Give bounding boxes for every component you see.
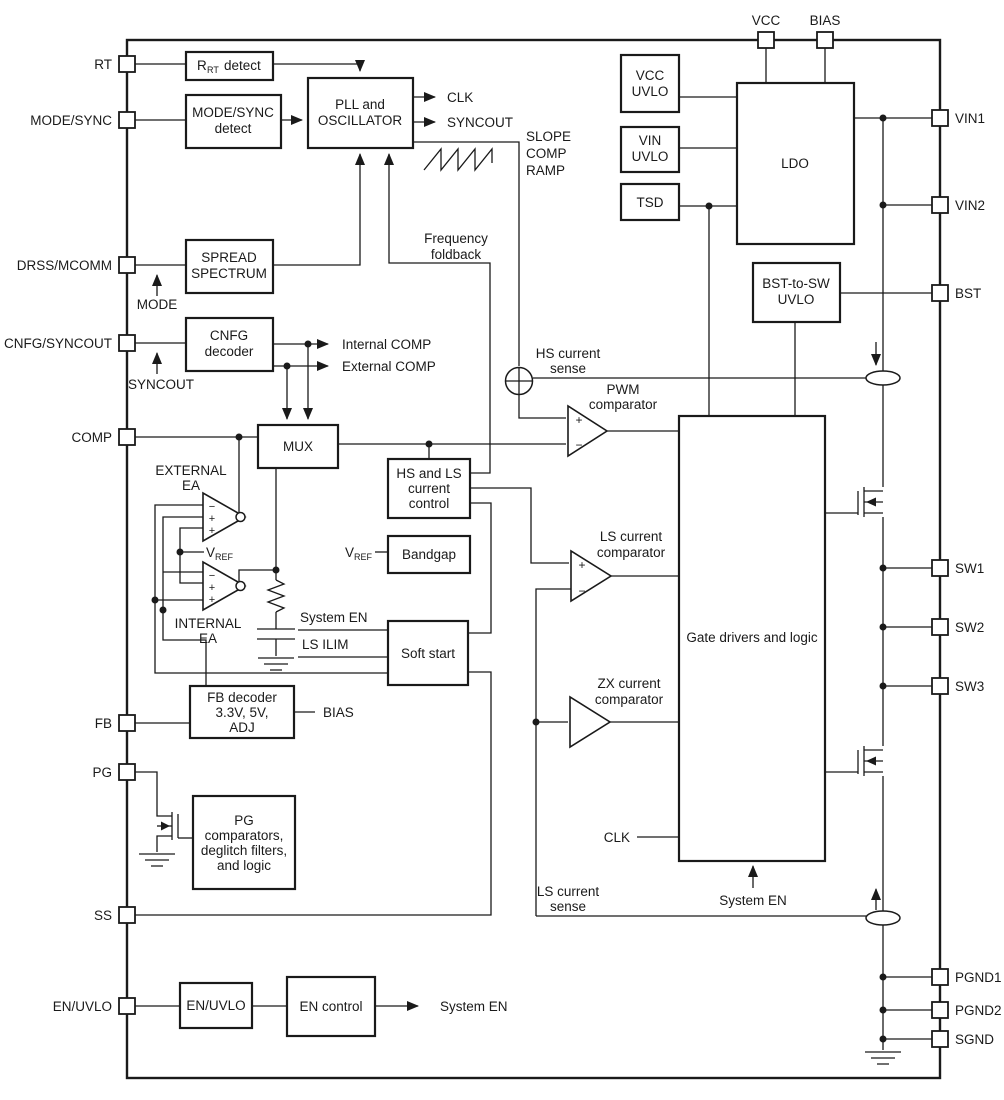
spread-spectrum-label: SPECTRUM: [191, 266, 267, 281]
hs-sense-label: sense: [549, 361, 587, 376]
internal-ea-label: INTERNAL: [174, 616, 242, 631]
syncout-label: SYNCOUT: [127, 377, 195, 392]
pin-label-vin1: VIN1: [955, 111, 986, 126]
hs-ls-ctrl-label: control: [408, 496, 450, 511]
pg-logic-label: deglitch filters,: [200, 843, 288, 858]
pin-label-sw3: SW3: [955, 679, 985, 694]
wire-ls-minus: [536, 589, 571, 916]
wire-pgfet-src: [157, 836, 172, 852]
capacitor-icon: [257, 629, 295, 639]
pin-label-pg: PG: [92, 765, 112, 780]
pin-sw2: [932, 619, 948, 635]
ls-ilim-label: LS ILIM: [302, 637, 349, 652]
external-ea-label: EXTERNAL: [155, 463, 227, 478]
sawtooth-waveform-icon: [424, 149, 492, 170]
vcc-uvlo-label: VCC: [635, 68, 665, 83]
hs-sense-label: HS current: [535, 346, 601, 361]
mux-label: MUX: [283, 439, 313, 454]
pwm-minus-sign: −: [575, 438, 583, 452]
zx-comparator-label: comparator: [594, 692, 664, 707]
pin-label-sgnd: SGND: [955, 1032, 995, 1047]
pin-label-pgnd1: PGND1: [955, 970, 1002, 985]
wire-softstart-to-ctrl: [468, 503, 491, 633]
ls-sense-label: sense: [549, 899, 587, 914]
pin-sgnd: [932, 1031, 948, 1047]
bst-sw-uvlo-label: BST-to-SW: [762, 276, 830, 291]
hs-ls-ctrl-label: current: [407, 481, 451, 496]
mode-sync-detect-label: detect: [214, 121, 252, 136]
pg-logic-label: and logic: [216, 858, 272, 873]
intea-plus-sign2: +: [208, 594, 216, 606]
pin-label-ss: SS: [93, 908, 112, 923]
bst-sw-uvlo-label: UVLO: [777, 292, 815, 307]
pin-label-vcc: VCC: [751, 13, 781, 28]
pin-label-pgnd2: PGND2: [955, 1003, 1002, 1018]
clk-out-label: CLK: [447, 90, 474, 105]
internal-ea-label: EA: [198, 631, 218, 646]
internal-ea-output-node: [236, 582, 245, 591]
vin-uvlo-label: VIN: [638, 133, 662, 148]
pwm-plus-sign: +: [575, 413, 583, 427]
pin-sw3: [932, 678, 948, 694]
pin-label-vin2: VIN2: [955, 198, 986, 213]
fb-decoder-label: 3.3V, 5V,: [215, 705, 269, 720]
soft-start-label: Soft start: [400, 646, 456, 661]
en-control-label: EN control: [299, 999, 363, 1014]
ground-icon: [139, 854, 175, 866]
fb-decoder-label: ADJ: [229, 720, 255, 735]
pin-label-cnfg: CNFG/SYNCOUT: [4, 336, 112, 351]
intea-plus-sign: +: [208, 582, 216, 594]
wire-freq-foldback: [389, 154, 490, 473]
pin-label-sw2: SW2: [955, 620, 985, 635]
hs-ls-ctrl-label: HS and LS: [396, 466, 462, 481]
vcc-uvlo-label: UVLO: [631, 84, 669, 99]
pin-pg: [119, 764, 135, 780]
fb-decoder-label: FB decoder: [207, 690, 277, 705]
internal-comp-label: Internal COMP: [342, 337, 432, 352]
wire-ea-bracket-2: [163, 517, 203, 610]
pg-logic-label: comparators,: [204, 828, 284, 843]
ground-icon: [865, 1052, 901, 1064]
clk-in-label: CLK: [603, 830, 630, 845]
wire-rrt-to-pll: [273, 64, 360, 71]
rrt-detect-label-post: detect: [224, 58, 261, 73]
cnfg-decoder-label: CNFG: [209, 328, 249, 343]
pg-logic-label: PG: [234, 813, 254, 828]
external-ea-output-node: [236, 513, 245, 522]
pin-pgnd1: [932, 969, 948, 985]
vin-uvlo-label: UVLO: [631, 149, 669, 164]
ls-comparator-label: comparator: [596, 545, 666, 560]
pin-label-bias: BIAS: [809, 13, 841, 28]
pin-label-sw1: SW1: [955, 561, 985, 576]
vref-ea-label: V: [206, 545, 216, 560]
mode-label: MODE: [136, 297, 178, 312]
ls-minus-sign: −: [578, 584, 586, 598]
pwm-comparator-label: comparator: [588, 397, 658, 412]
en-uvlo-label: EN/UVLO: [186, 998, 246, 1013]
bias-out-label: BIAS: [323, 705, 354, 720]
external-ea-label: EA: [181, 478, 201, 493]
extea-plus-sign2: +: [208, 525, 216, 537]
ls-current-sense-element: [866, 911, 900, 925]
wire-pg: [135, 772, 172, 816]
wire-spread-to-pll: [273, 154, 360, 265]
pin-pgnd2: [932, 1002, 948, 1018]
pin-bias: [817, 32, 833, 48]
pin-label-comp: COMP: [71, 430, 112, 445]
extea-minus-sign: −: [208, 501, 216, 513]
pin-label-bst: BST: [955, 286, 982, 301]
pin-vcc: [758, 32, 774, 48]
vref-ea-label-sub: REF: [215, 552, 233, 562]
cnfg-decoder-label: decoder: [204, 344, 254, 359]
syncout-out-label: SYNCOUT: [447, 115, 514, 130]
extea-plus-sign: +: [208, 513, 216, 525]
gate-drivers-label: Gate drivers and logic: [686, 630, 818, 645]
pin-mode-sync: [119, 112, 135, 128]
rrt-detect-label-pre: R: [197, 58, 207, 73]
mode-sync-detect-label: MODE/SYNC: [192, 105, 274, 120]
pin-ss: [119, 907, 135, 923]
wire-intea-out: [239, 570, 276, 581]
pin-label-fb: FB: [94, 716, 112, 731]
slope-ramp-label: COMP: [526, 146, 567, 161]
pin-label-drss: DRSS/MCOMM: [16, 258, 112, 273]
pin-vin1: [932, 110, 948, 126]
spread-spectrum-label: SPREAD: [201, 250, 257, 265]
pin-label-rt: RT: [94, 57, 112, 72]
pin-cnfg-syncout: [119, 335, 135, 351]
pin-sw1: [932, 560, 948, 576]
resistor-icon: [268, 580, 284, 612]
ls-comparator-label: LS current: [599, 529, 663, 544]
vref-bandgap-label-sub: REF: [354, 552, 372, 562]
ldo-label: LDO: [781, 156, 809, 171]
hs-current-sense-element: [866, 371, 900, 385]
ls-plus-sign: +: [578, 558, 586, 572]
pwm-comparator-label: PWM: [606, 382, 640, 397]
pwm-comparator-icon: [568, 406, 607, 456]
summing-junction-icon: [506, 368, 533, 395]
pin-label-mode-sync: MODE/SYNC: [30, 113, 112, 128]
tsd-label: TSD: [636, 195, 664, 210]
rrt-detect-label-sub: RT: [207, 65, 219, 75]
system-en-out-label: System EN: [440, 999, 508, 1014]
wire-sum-to-pwm: [519, 395, 566, 418]
freq-foldback-label: foldback: [430, 247, 482, 262]
pll-label: OSCILLATOR: [317, 113, 403, 128]
hs-mosfet-icon: [858, 487, 883, 517]
slope-ramp-label: SLOPE: [526, 129, 572, 144]
pin-rt: [119, 56, 135, 72]
intea-minus-sign: −: [208, 570, 216, 582]
pin-label-en-uvlo: EN/UVLO: [52, 999, 112, 1014]
ground-icon: [258, 658, 294, 670]
pin-en-uvlo: [119, 998, 135, 1014]
wire-ctrl-to-lscomp: [470, 488, 569, 563]
pin-vin2: [932, 197, 948, 213]
slope-ramp-label: RAMP: [526, 163, 566, 178]
wire-ss: [135, 672, 491, 915]
bandgap-label: Bandgap: [401, 547, 457, 562]
pin-bst: [932, 285, 948, 301]
pll-label: PLL and: [335, 97, 385, 112]
ls-sense-label: LS current: [536, 884, 600, 899]
external-comp-label: External COMP: [342, 359, 436, 374]
zx-comparator-label: ZX current: [597, 676, 661, 691]
pin-drss-mcomm: [119, 257, 135, 273]
wire-vref-rail: [180, 528, 203, 583]
system-en-softstart-label: System EN: [300, 610, 368, 625]
freq-foldback-label: Frequency: [424, 231, 488, 246]
system-en-gate-label: System EN: [719, 893, 787, 908]
ls-mosfet-icon: [858, 746, 883, 776]
pin-comp: [119, 429, 135, 445]
pin-fb: [119, 715, 135, 731]
vref-bandgap-label: V: [345, 545, 355, 560]
